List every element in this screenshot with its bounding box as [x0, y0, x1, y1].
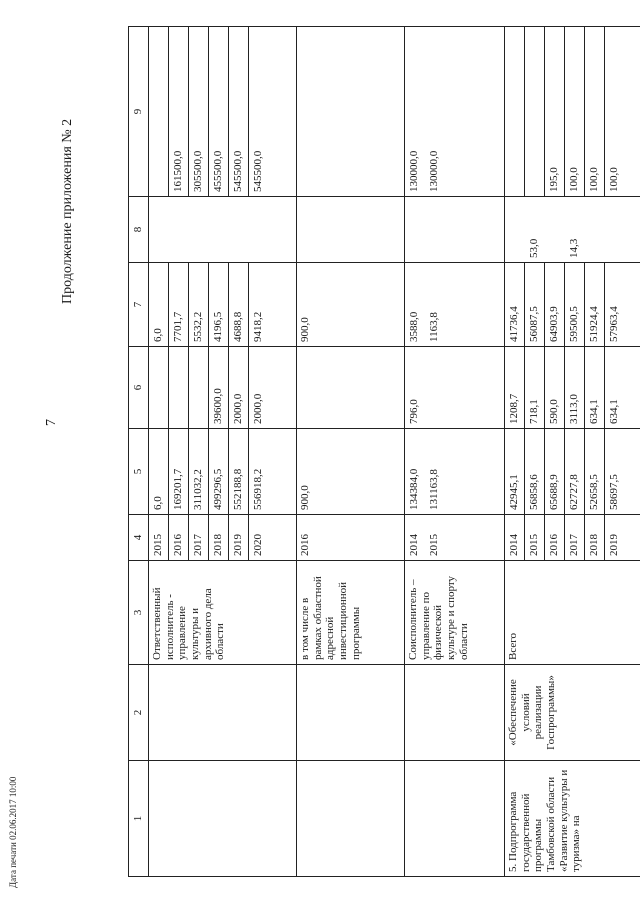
value: 7701,7: [169, 263, 189, 346]
years-cell: [149, 515, 297, 561]
value: 1163,8: [428, 312, 440, 342]
years-cell: [405, 515, 505, 561]
value: 53,0: [528, 238, 540, 258]
value: 556918,2: [252, 468, 264, 510]
value: 59500,5: [565, 263, 585, 346]
executor-cell: Ответственный исполнитель - управление культуры и архивного дела области: [149, 561, 297, 665]
value: 3588,0: [408, 311, 420, 342]
subprogram-name-cell: «Обеспечение условий реализации Госпрограммы»: [505, 665, 640, 761]
value: 56858,6: [525, 429, 545, 514]
investment-text-cell: в том числе в рамках областной адресной инвестиционной программы: [297, 561, 405, 665]
years-cell: [505, 515, 640, 561]
col7-cell: [149, 263, 297, 347]
table-row: [505, 27, 640, 877]
col7-cell: [405, 263, 505, 347]
appendix-title: Продолжение приложения № 2: [60, 118, 75, 304]
year: 2017: [189, 515, 209, 560]
value: 305500,0: [189, 27, 209, 196]
value: 590,0: [545, 347, 565, 428]
year: 2020: [252, 534, 264, 556]
value: [189, 347, 209, 428]
col-header: 6: [129, 347, 149, 429]
value: 65688,9: [545, 429, 565, 514]
empty-cell: [405, 665, 505, 761]
value: 131163,8: [428, 469, 440, 510]
value: [425, 347, 445, 428]
value: 195,0: [545, 27, 565, 196]
total-label-cell: Всего: [505, 561, 640, 665]
empty-cell: [297, 761, 405, 877]
year: 2015: [525, 515, 545, 560]
value: 100,0: [608, 167, 620, 192]
value: 3113,0: [565, 347, 585, 428]
year: 2014: [408, 534, 420, 556]
value: [149, 347, 169, 428]
year: 2016: [297, 515, 405, 561]
year: 2015: [428, 534, 440, 556]
year: 2014: [505, 515, 525, 560]
empty-cell: [149, 761, 297, 877]
value: 545500,0: [229, 27, 249, 196]
col-header: 1: [129, 761, 149, 877]
col5-cell: [149, 429, 297, 515]
value: 4688,8: [229, 263, 249, 346]
value: [405, 197, 425, 262]
header-row: [129, 27, 149, 877]
value: 5532,2: [189, 263, 209, 346]
col5-cell: [405, 429, 505, 515]
value: 900,0: [297, 263, 405, 347]
value: 14,3: [568, 238, 580, 258]
col8-cell: [405, 197, 505, 263]
value: 796,0: [408, 399, 420, 424]
col6-cell: [505, 347, 640, 429]
value: 9418,2: [252, 311, 264, 342]
value: 1208,7: [505, 347, 525, 428]
year: 2018: [209, 515, 229, 560]
value: 62727,8: [565, 429, 585, 514]
value: 64903,9: [545, 263, 565, 346]
value: 455500,0: [209, 27, 229, 196]
year: 2016: [545, 515, 565, 560]
year: 2019: [608, 534, 620, 556]
page-number: 7: [44, 419, 59, 426]
col-header: 8: [129, 197, 149, 263]
col-header: 3: [129, 561, 149, 665]
value: 58697,5: [608, 474, 620, 510]
col-header: 2: [129, 665, 149, 761]
value: 100,0: [565, 27, 585, 196]
value: 56087,5: [525, 263, 545, 346]
value: 2000,0: [252, 393, 264, 424]
value: 41736,4: [505, 263, 525, 346]
col6-cell: [405, 347, 505, 429]
value: [605, 197, 625, 262]
col-header: 5: [129, 429, 149, 515]
year: 2015: [149, 515, 169, 560]
value: [525, 27, 545, 196]
col5-cell: [505, 429, 640, 515]
data-table: [128, 27, 620, 877]
col-header: 4: [129, 515, 149, 561]
subprogram-cell: 5. Подпрограмма государственной программы Тамбовской области «Развитие культуры и туризма» на: [505, 761, 640, 877]
value: 39600,0: [209, 347, 229, 428]
value: 718,1: [525, 347, 545, 428]
col9-cell: [405, 27, 505, 197]
value: 4196,5: [209, 263, 229, 346]
value: 900,0: [297, 429, 405, 515]
col7-cell: [505, 263, 640, 347]
value: 499296,5: [209, 429, 229, 514]
value: [169, 347, 189, 428]
empty-cell: [149, 665, 297, 761]
table-row: [297, 27, 405, 877]
col-header: 7: [129, 263, 149, 347]
value: 634,1: [608, 399, 620, 424]
value: 552188,8: [229, 429, 249, 514]
col9-cell: [505, 27, 640, 197]
value: 130000,0: [428, 150, 440, 192]
value: 57963,4: [608, 306, 620, 342]
empty-cell: [297, 665, 405, 761]
year: 2016: [169, 515, 189, 560]
value: [505, 197, 525, 262]
value: 100,0: [585, 27, 605, 196]
value: 6,0: [149, 263, 169, 346]
value: 130000,0: [408, 150, 420, 192]
value: [505, 27, 525, 196]
empty-cell: [405, 761, 505, 877]
value: [149, 27, 169, 196]
value: 134384,0: [408, 468, 420, 510]
value: [297, 197, 405, 263]
col-header: 9: [129, 27, 149, 197]
col8-cell: [149, 197, 297, 263]
value: [585, 197, 605, 262]
value: 634,1: [585, 347, 605, 428]
value: [545, 197, 565, 262]
year: 2018: [585, 515, 605, 560]
value: 51924,4: [585, 263, 605, 346]
value: 545500,0: [252, 150, 264, 192]
value: [297, 27, 405, 197]
print-date: Дата печати 02.06.2017 10:00: [8, 776, 18, 888]
table-row: [405, 27, 505, 877]
coexecutor-cell: Соисполнитель – управление по физической культуре и спорту области: [405, 561, 505, 665]
col9-cell: [149, 27, 297, 197]
col6-cell: [149, 347, 297, 429]
value: 6,0: [149, 429, 169, 514]
value: [297, 347, 405, 429]
value: 311032,2: [189, 429, 209, 514]
value: 42945,1: [505, 429, 525, 514]
table-row: [149, 27, 297, 877]
value: 52658,5: [585, 429, 605, 514]
year: 2017: [565, 515, 585, 560]
value: 169201,7: [169, 429, 189, 514]
value: 161500,0: [169, 27, 189, 196]
value: [149, 197, 169, 262]
value: 2000,0: [229, 347, 249, 428]
year: 2019: [229, 515, 249, 560]
col8-cell: [505, 197, 640, 263]
